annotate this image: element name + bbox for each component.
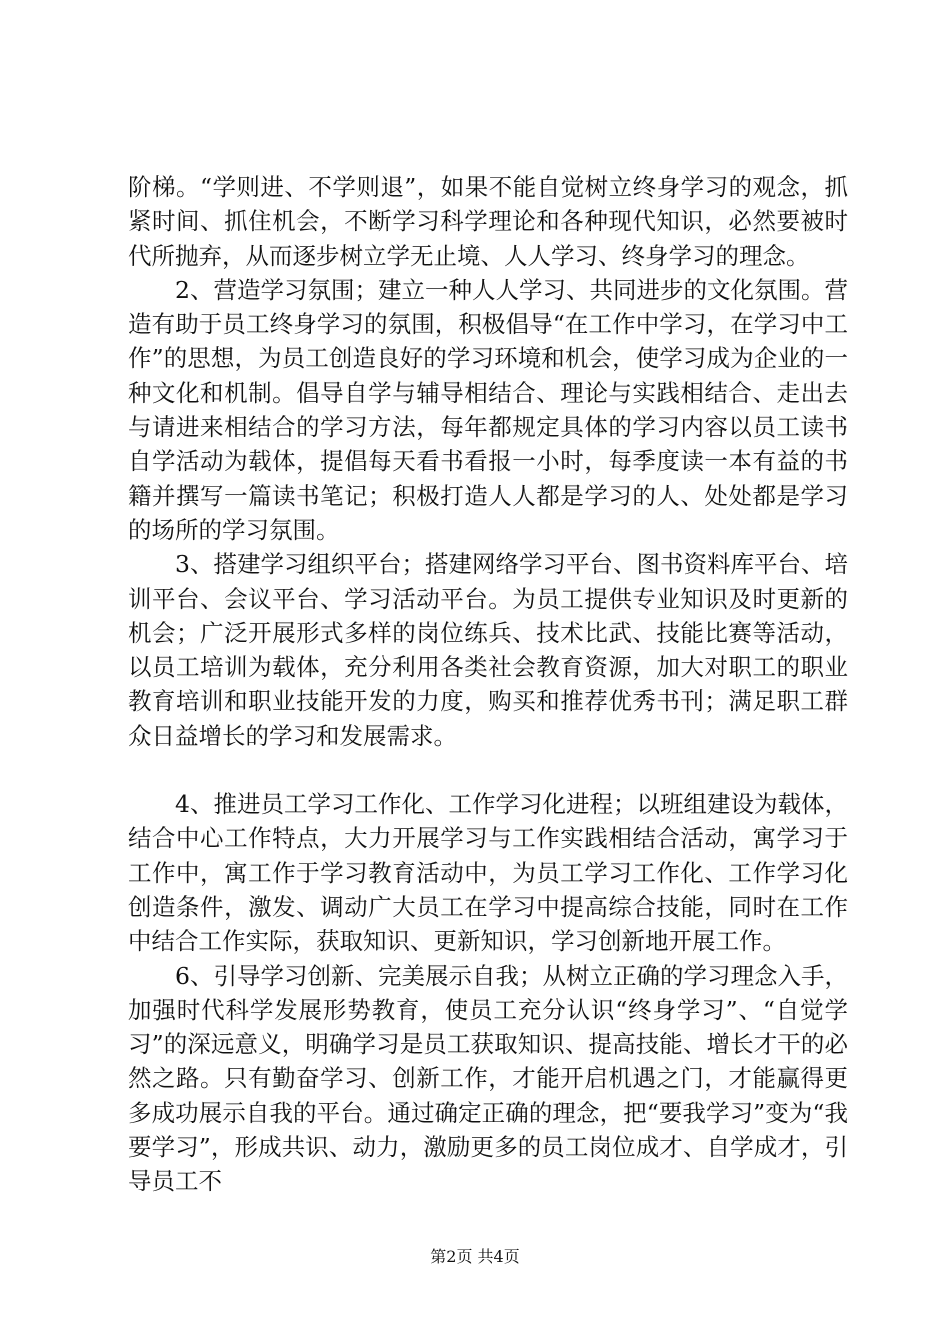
paragraph-item-6: 6、引导学习创新、完美展示自我；从树立正确的学习理念入手，加强时代科学发展形势教育，使员工充分认识“终身学习”、“自觉学习”的深远意义，明确学习是员工获取知识、提高技能、增长才干的必然之路。只有勤奋学习、创新工作，才能开启机遇之门，才能赢得更多成功展示自我的平台。通过确定正确的理念，把“要我学习”变为“我要学习”，形成共识、动力，激励更多的员工岗位成才、自学成才，引导员工不 <box>128 961 848 1196</box>
paragraph-item-4: 4、推进员工学习工作化、工作学习化进程；以班组建设为载体，结合中心工作特点，大力开展学习与工作实践相结合活动，寓学习于工作中，寓工作于学习教育活动中，为员工学习工作化、工作学习化创造条件，激发、调动广大员工在学习中提高综合技能，同时在工作中结合工作实际，获取知识、更新知识，学习创新地开展工作。 <box>128 790 848 956</box>
paragraph-item-2: 2、营造学习氛围；建立一种人人学习、共同进步的文化氛围。营造有助于员工终身学习的氛围，积极倡导“在工作中学习，在学习中工作”的思想，为员工创造良好的学习环境和机会，使学习成为企业的一种文化和机制。倡导自学与辅导相结合、理论与实践相结合、走出去与请进来相结合的学习方法，每年都规定具体的学习内容以员工读书自学活动为载体，提倡每天看书看报一小时，每季度读一本有益的书籍并撰写一篇读书笔记；积极打造人人都是学习的人、处处都是学习的场所的学习氛围。 <box>128 275 848 544</box>
paragraph-item-3: 3、搭建学习组织平台；搭建网络学习平台、图书资料库平台、培训平台、会议平台、学习活动平台。为员工提供专业知识及时更新的机会；广泛开展形式多样的岗位练兵、技术比武、技能比赛等活动，以员工培训为载体，充分利用各类社会教育资源，加大对职工的职业教育培训和职业技能开发的力度，购买和推荐优秀书刊；满足职工群众日益增长的学习和发展需求。 <box>128 550 848 750</box>
paragraph-continuation: 阶梯。“学则进、不学则退”，如果不能自觉树立终身学习的观念，抓紧时间、抓住机会，不断学习科学理论和各种现代知识，必然要被时代所抛弃，从而逐步树立学无止境、人人学习、终身学习的理念。 <box>128 173 848 270</box>
page-number-footer: 第2页 共4页 <box>430 1247 520 1266</box>
document-body <box>128 170 848 1199</box>
paragraph-gap <box>128 753 848 787</box>
